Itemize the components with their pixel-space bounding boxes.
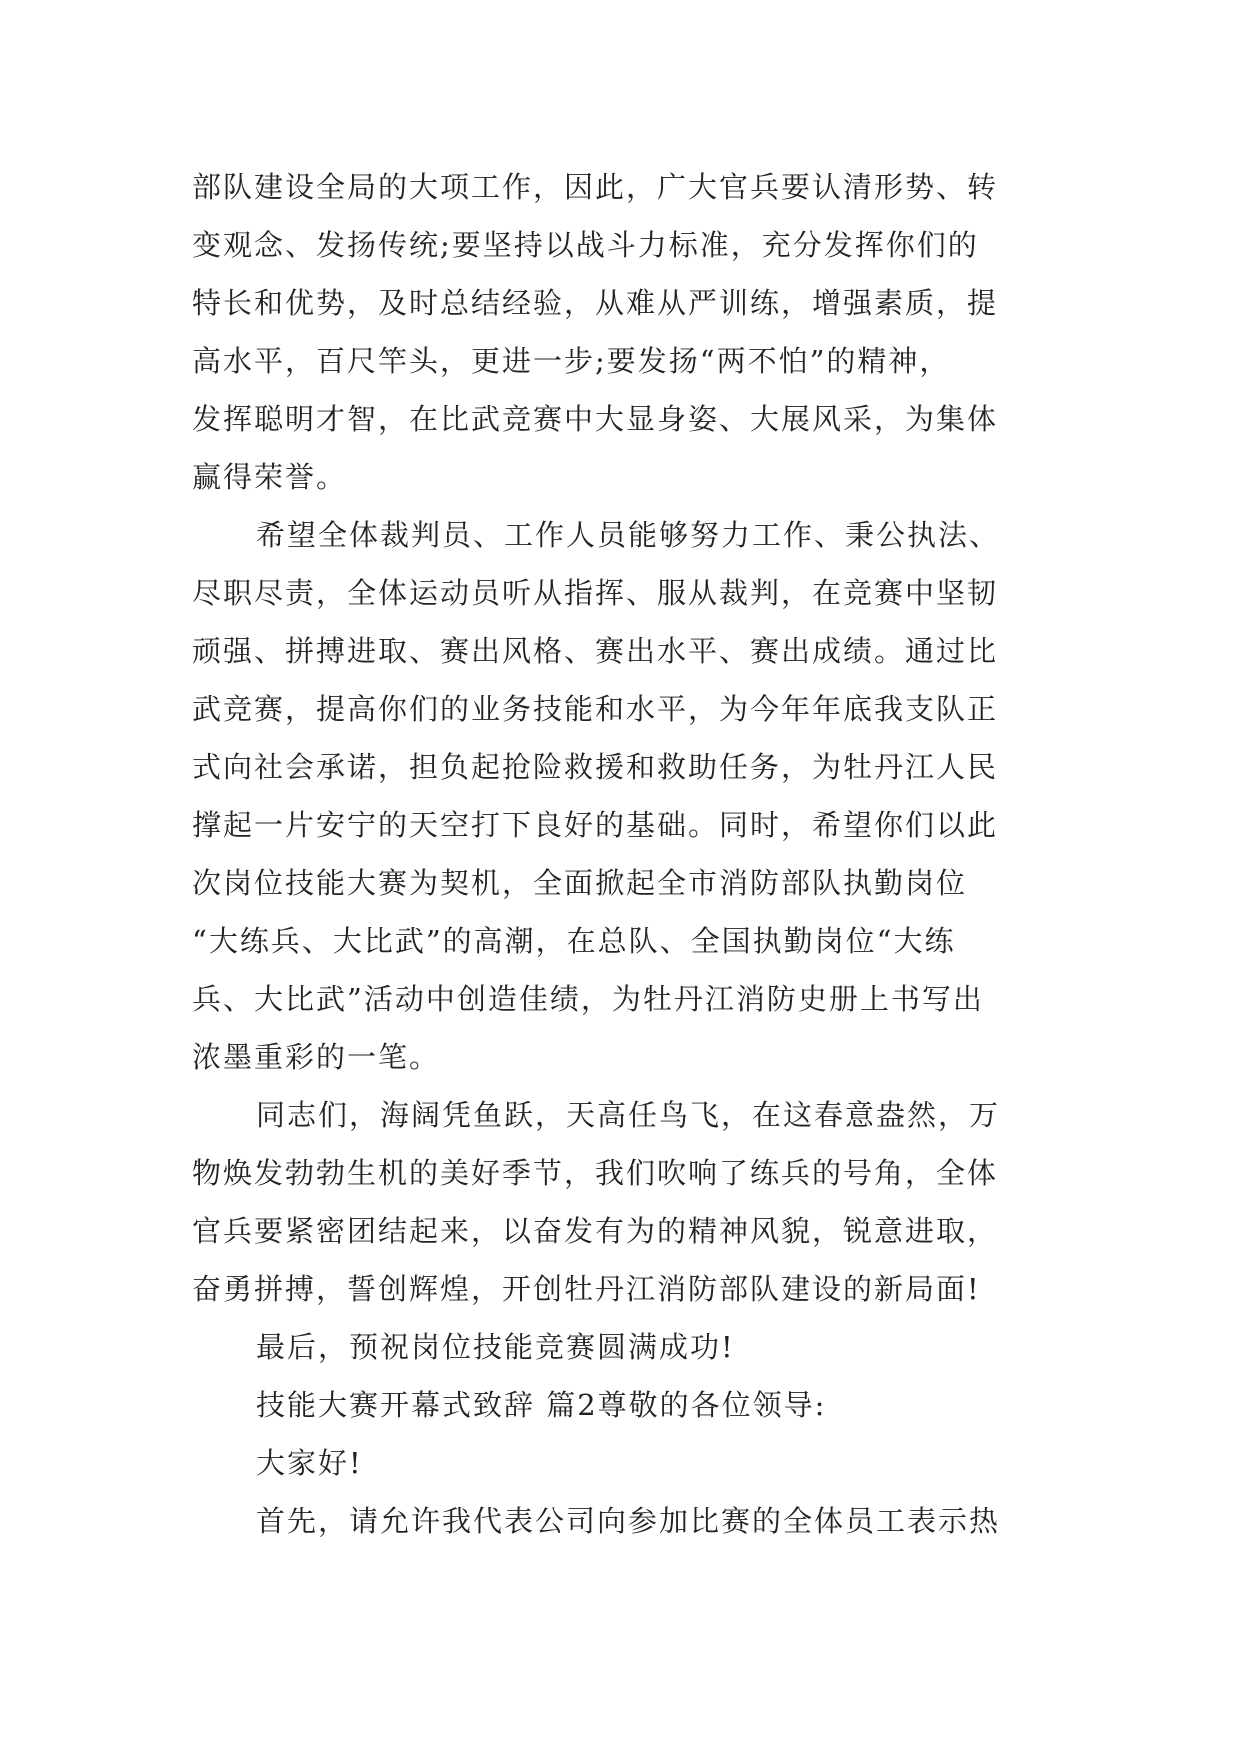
text-line: 式向社会承诺，担负起抢险救援和救助任务，为牡丹江人民 [192, 750, 999, 784]
text-line: 顽强、拼搏进取、赛出风格、赛出水平、赛出成绩。通过比 [192, 634, 999, 668]
text-line: 发挥聪明才智，在比武竞赛中大显身姿、大展风采，为集体 [192, 402, 999, 436]
text-line: 高水平，百尺竿头，更进一步;要发扬“两不怕”的精神， [192, 344, 951, 378]
text-line: 大家好! [256, 1446, 363, 1480]
text-line: “大练兵、大比武”的高潮，在总队、全国执勤岗位“大练 [192, 924, 956, 958]
text-line: 浓墨重彩的一笔。 [192, 1040, 441, 1074]
text-line: 同志们，海阔凭鱼跃，天高任鸟飞，在这春意盎然，万 [256, 1098, 1001, 1132]
text-line: 物焕发勃勃生机的美好季节，我们吹响了练兵的号角，全体 [192, 1156, 999, 1190]
text-line: 尽职尽责，全体运动员听从指挥、服从裁判，在竞赛中坚韧 [192, 576, 999, 610]
text-line: 官兵要紧密团结起来，以奋发有为的精神风貌，锐意进取， [192, 1214, 999, 1248]
text-line: 撑起一片安宁的天空打下良好的基础。同时，希望你们以此 [192, 808, 999, 842]
text-line: 首先，请允许我代表公司向参加比赛的全体员工表示热 [256, 1504, 1001, 1538]
document-body [192, 158, 1072, 1550]
text-line: 部队建设全局的大项工作，因此，广大官兵要认清形势、转 [192, 170, 999, 204]
text-line: 希望全体裁判员、工作人员能够努力工作、秉公执法、 [256, 518, 1001, 552]
text-line: 最后，预祝岗位技能竞赛圆满成功! [256, 1330, 735, 1364]
text-line: 技能大赛开幕式致辞 篇2尊敬的各位领导: [256, 1388, 827, 1422]
text-line: 特长和优势，及时总结经验，从难从严训练，增强素质，提 [192, 286, 999, 320]
text-line: 赢得荣誉。 [192, 460, 348, 494]
text-line: 兵、大比武”活动中创造佳绩，为牡丹江消防史册上书写出 [192, 982, 984, 1016]
text-line: 武竞赛，提高你们的业务技能和水平，为今年年底我支队正 [192, 692, 999, 726]
text-line: 奋勇拼搏，誓创辉煌，开创牡丹江消防部队建设的新局面! [192, 1272, 981, 1306]
text-line: 次岗位技能大赛为契机，全面掀起全市消防部队执勤岗位 [192, 866, 968, 900]
text-line: 变观念、发扬传统;要坚持以战斗力标准，充分发挥你们的 [192, 228, 979, 262]
